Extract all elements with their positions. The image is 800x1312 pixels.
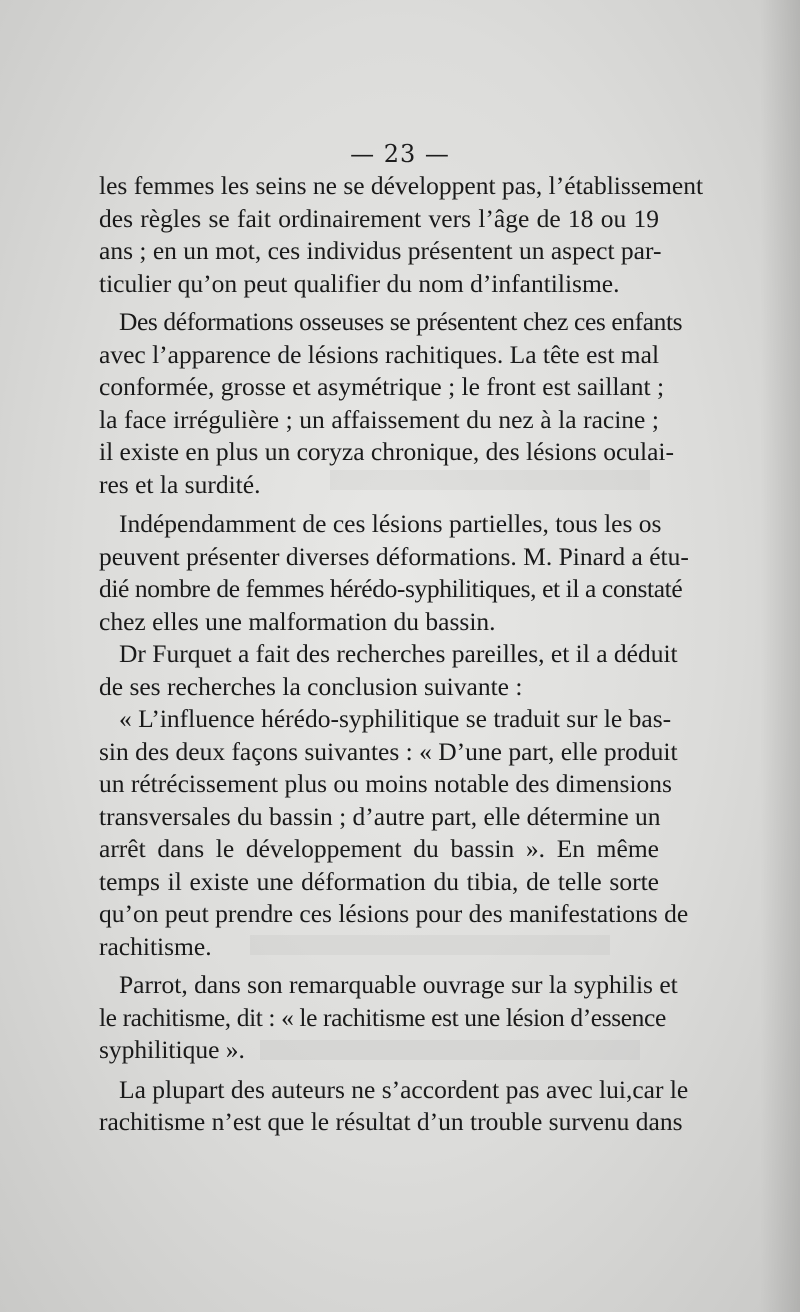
text-line: ans ; en un mot, ces individus présentent un aspect par- [99,236,662,265]
text-line: ticulier qu’on peut qualifier du nom d’infantilisme. [99,268,620,298]
body-text [99,170,704,1139]
text-line: res et la surdité. [99,469,261,499]
text-line: avec l’apparence de lésions rachitiques. La tête est mal [99,339,660,369]
page-number: — 23 — [350,140,450,168]
text-line: qu’on peut prendre ces lésions pour des manifestations de [99,899,689,928]
text-line: le rachitisme, dit : « le rachitisme est une lésion d’essence [99,1002,666,1032]
text-line: « L’influence hérédo-syphilitique se traduit sur le bas- [119,704,672,733]
text-line: peuvent présenter diverses déformations. M. Pinard a étu- [99,541,689,571]
text-line: des règles se fait ordinairement vers l’âge de 18 ou 19 [99,203,659,233]
text-line: Parrot, dans son remarquable ouvrage sur la syphilis et [119,970,678,999]
text-line: Dr Furquet a fait des recherches pareilles, et il a déduit [119,639,678,668]
text-line: temps il existe une déformation du tibia, de telle sorte [99,866,659,896]
text-line: Des déformations osseuses se présentent chez ces enfants [119,307,683,336]
text-line: Indépendamment de ces lésions partielles, tous les os [119,509,662,538]
page-edge-shadow [760,0,800,1312]
text-line: rachitisme n’est que le résultat d’un trouble survenu dans [99,1107,683,1136]
text-line: dié nombre de femmes hérédo-syphilitiques, et il a constaté [99,574,683,603]
text-line: sin des deux façons suivantes : « D’une part, elle produit [99,736,678,766]
text-line: de ses recherches la conclusion suivante : [99,671,523,701]
text-line: arrêt dans le développement du bassin ». En même [99,834,659,863]
text-line: rachitisme. [99,931,212,961]
text-line: conformée, grosse et asymétrique ; le front est saillant ; [99,372,665,401]
text-line: la face irrégulière ; un affaissement du nez à la racine ; [99,404,659,434]
text-line: transversales du bassin ; d’autre part, elle détermine un [99,801,661,831]
text-line: les femmes les seins ne se développent pas, l’établissement [99,171,704,200]
text-line: chez elles une malformation du bassin. [99,606,496,636]
text-line: La plupart des auteurs ne s’accordent pas avec lui,car le [119,1074,689,1104]
text-line: un rétrécissement plus ou moins notable des dimensions [99,769,672,798]
text-line: syphilitique ». [99,1035,245,1064]
text-line: il existe en plus un coryza chronique, des lésions oculai- [99,437,675,466]
